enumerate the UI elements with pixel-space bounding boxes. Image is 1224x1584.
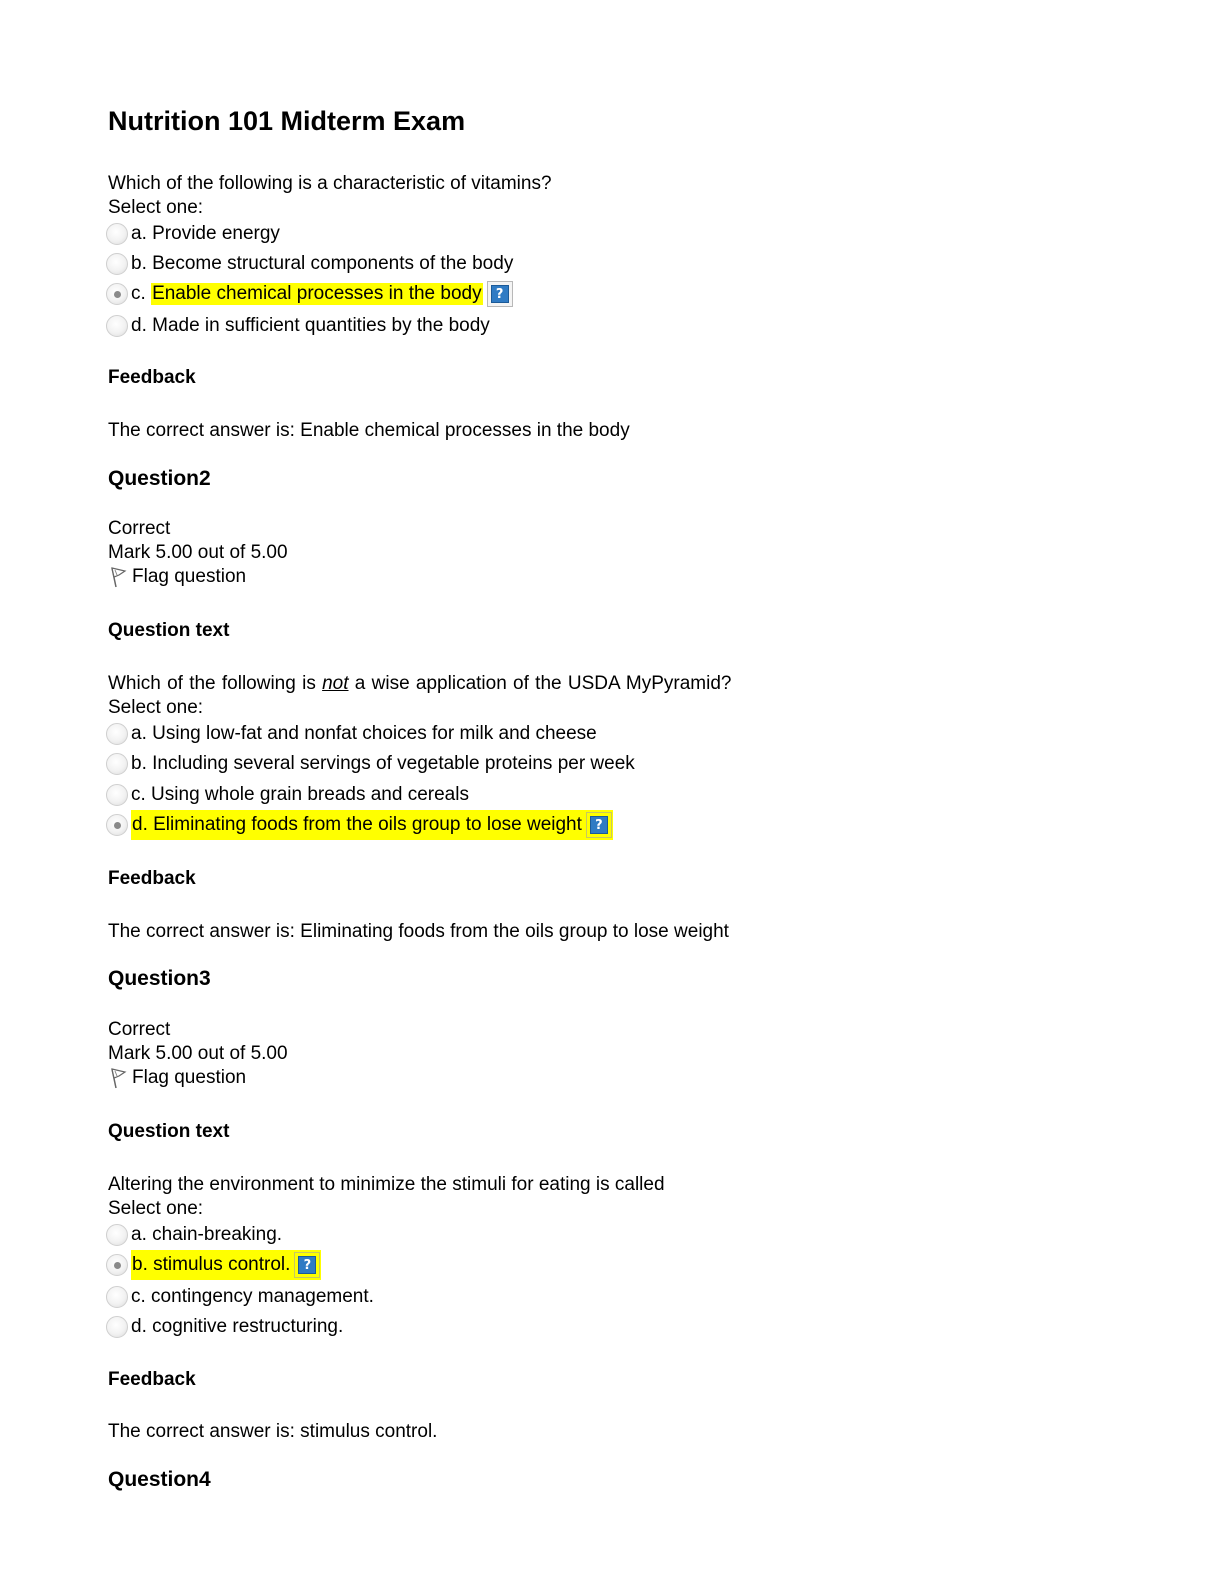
option-label-highlighted: d. Eliminating foods from the oils group to lose weight — [132, 814, 582, 835]
option-label-highlighted: b. stimulus control. — [132, 1254, 291, 1275]
radio-dot-icon — [114, 1262, 121, 1269]
q3-option-b[interactable] — [106, 1251, 321, 1279]
radio-button-selected[interactable] — [106, 283, 128, 305]
radio-dot-icon — [114, 822, 121, 829]
q2-option-a[interactable] — [106, 720, 597, 748]
q2-option-c[interactable] — [106, 781, 469, 809]
help-icon: ? — [298, 1256, 316, 1274]
option-label: a. Provide energy — [131, 223, 280, 244]
radio-button-selected[interactable] — [106, 814, 128, 836]
help-button[interactable] — [294, 1252, 320, 1278]
q2-status: Correct — [108, 518, 171, 539]
option-label: a. Using low-fat and nonfat choices for milk and cheese — [131, 723, 597, 744]
q3-select-label: Select one: — [108, 1198, 204, 1219]
q4-heading: Question4 — [108, 1468, 211, 1491]
q3-feedback-heading: Feedback — [108, 1369, 196, 1390]
option-label-highlighted: Enable chemical processes in the body — [152, 283, 482, 304]
radio-button[interactable] — [106, 784, 128, 806]
radio-dot-icon — [114, 291, 121, 298]
q2-prompt — [108, 672, 731, 695]
q3-prompt: Altering the environment to minimize the stimuli for eating is called — [108, 1174, 665, 1195]
option-label: d. Made in sufficient quantities by the body — [131, 315, 490, 336]
q2-flag-question[interactable] — [108, 566, 246, 588]
q2-option-b[interactable] — [106, 750, 635, 778]
option-label: a. chain-breaking. — [131, 1224, 283, 1245]
q1-feedback-text: The correct answer is: Enable chemical processes in the body — [108, 420, 630, 441]
q1-select-label: Select one: — [108, 197, 204, 218]
option-label: b. Including several servings of vegetable proteins per week — [131, 753, 635, 774]
q3-status: Correct — [108, 1019, 171, 1040]
option-label: c. Using whole grain breads and cereals — [131, 784, 469, 805]
q1-feedback-heading: Feedback — [108, 367, 196, 388]
option-highlight — [131, 810, 613, 840]
page-title: Nutrition 101 Midterm Exam — [108, 106, 466, 136]
q3-mark: Mark 5.00 out of 5.00 — [108, 1043, 288, 1064]
q2-heading: Question2 — [108, 467, 211, 490]
q3-flag-question[interactable] — [108, 1067, 246, 1089]
q1-option-c[interactable] — [106, 280, 513, 308]
q3-heading: Question3 — [108, 967, 211, 990]
radio-button[interactable] — [106, 723, 128, 745]
radio-button-selected[interactable] — [106, 1254, 128, 1276]
option-highlight — [131, 1250, 321, 1280]
help-icon: ? — [491, 285, 509, 303]
option-label: c. contingency management. — [131, 1286, 374, 1307]
option-label: b. Become structural components of the body — [131, 253, 514, 274]
flag-icon — [108, 1067, 130, 1089]
q1-prompt: Which of the following is a characteristic of vitamins? — [108, 173, 552, 194]
help-button[interactable] — [487, 281, 513, 307]
prompt-part: a wise application of the USDA MyPyramid? — [348, 673, 732, 694]
radio-button[interactable] — [106, 1224, 128, 1246]
radio-button[interactable] — [106, 253, 128, 275]
q2-option-d[interactable] — [106, 811, 613, 839]
option-label: d. cognitive restructuring. — [131, 1316, 344, 1337]
q3-option-a[interactable] — [106, 1221, 282, 1249]
radio-button[interactable] — [106, 753, 128, 775]
prompt-emphasis: not — [322, 673, 349, 694]
q3-option-d[interactable] — [106, 1313, 343, 1341]
q3-question-text-heading: Question text — [108, 1121, 230, 1142]
q3-feedback-text: The correct answer is: stimulus control. — [108, 1421, 438, 1442]
option-prefix: c. — [131, 283, 152, 304]
prompt-part: Which of the following is — [108, 673, 323, 694]
radio-button[interactable] — [106, 315, 128, 337]
radio-button[interactable] — [106, 1286, 128, 1308]
help-button[interactable] — [586, 812, 612, 838]
flag-label: Flag question — [132, 1067, 247, 1088]
q1-option-b[interactable] — [106, 250, 513, 278]
q2-feedback-text: The correct answer is: Eliminating foods from the oils group to lose weight — [108, 921, 729, 942]
q3-option-c[interactable] — [106, 1283, 374, 1311]
flag-label: Flag question — [132, 566, 247, 587]
q1-option-d[interactable] — [106, 312, 490, 340]
q1-option-a[interactable] — [106, 220, 280, 248]
radio-button[interactable] — [106, 1316, 128, 1338]
q2-select-label: Select one: — [108, 697, 204, 718]
radio-button[interactable] — [106, 223, 128, 245]
flag-icon — [108, 566, 130, 588]
help-icon: ? — [590, 816, 608, 834]
q2-question-text-heading: Question text — [108, 620, 230, 641]
q2-mark: Mark 5.00 out of 5.00 — [108, 542, 288, 563]
q2-feedback-heading: Feedback — [108, 868, 196, 889]
